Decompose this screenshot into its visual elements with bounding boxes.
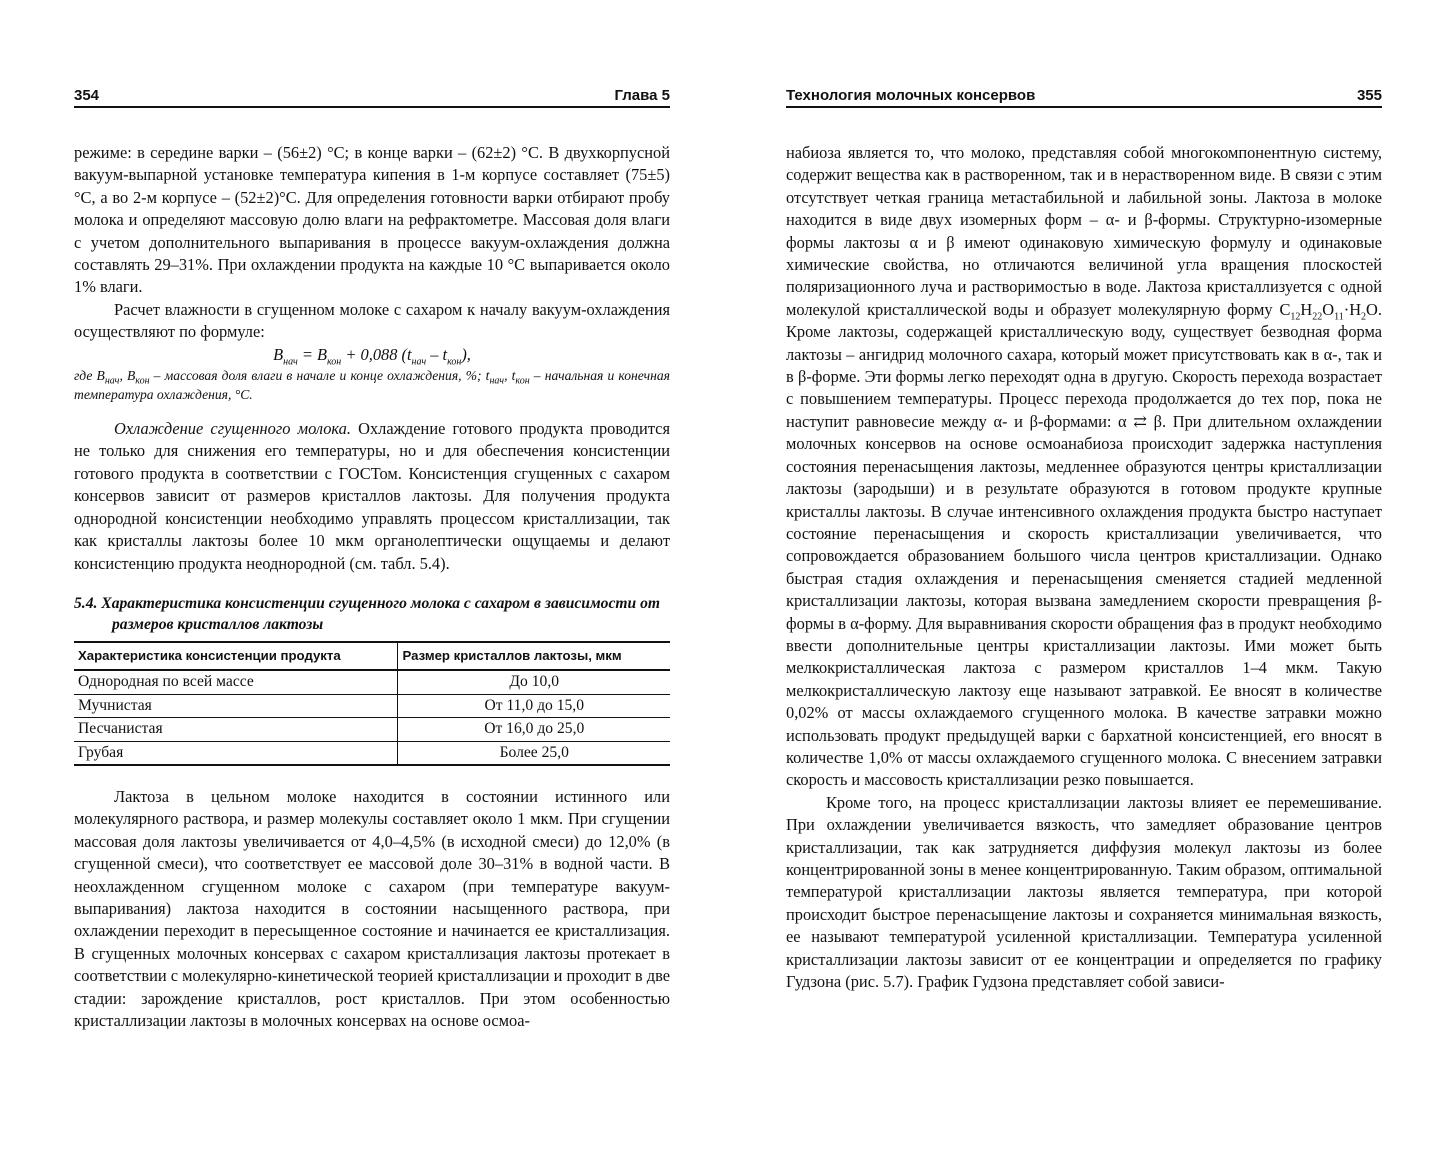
- section-subhead: Охлаждение сгущенного молока.: [114, 419, 351, 439]
- table-caption: 5.4. Характеристика консистенции сгущенного молока с сахаром в зависимости от размеров кристаллов лактозы: [74, 594, 661, 633]
- paragraph: режиме: в середине варки – (56±2) °С; в конце варки – (62±2) °С. В двухкорпусной вакуум-выпарной установке температура кипения в 1-м корпусе составляет (75±5) °С, а во 2-м корпусе – (52±2)°С. Для определения готовности варки отбирают пробу молока и определяют массовую долю влаги на рефрактометре. Массовая доля влаги с учетом дополнительного выпаривания в процессе вакуум-охлаждения должна составлять 29–31%. При охлаждении продукта на каждые 10 °С выпаривается около 1% влаги.: [74, 143, 670, 297]
- table-header: Размер кристаллов лактозы, мкм: [398, 642, 670, 670]
- paragraph: Расчет влажности в сгущенном молоке с сахаром к началу вакуум-охлаждения осуществляют по формуле:: [74, 299, 670, 342]
- paragraph: Лактоза в цельном молоке находится в состоянии истинного или молекулярного раствора, и размер молекулы составляет около 1 мкм. При сгущении массовая доля лактозы увеличивается от 4,0–4,5% (в исходной смеси) до 12,0% (в сгущенной смеси), что соответствует ее массовой доле 30–31% в водной части. В неохлажденном сгущенном молоке с сахаром (при температуре вакуум-выпаривания) лактоза находится в состоянии насыщенного раствора, при охлаждении переходит в пересыщенное состояние и начинается ее кристаллизация. В сгущенных молочных консервах с сахаром кристаллизация лактозы протекает в соответствии с молекулярно-кинетической теорией кристаллизации и проходит в две стадии: зарождение кристаллов, рост кристаллов. При этом особенностью кристаллизации лактозы в молочных консервах на основе осмоа-: [74, 786, 670, 1030]
- table-cell: Мучнистая: [74, 694, 398, 717]
- table-cell: Однородная по всей массе: [74, 670, 398, 694]
- table-cell: От 11,0 до 15,0: [398, 694, 670, 717]
- right-body: [786, 142, 1382, 993]
- table-cell: До 10,0: [398, 670, 670, 694]
- left-body: [74, 142, 670, 1032]
- crystal-size-table: [74, 641, 670, 766]
- table-cell: От 16,0 до 25,0: [398, 718, 670, 741]
- table-cell: Грубая: [74, 741, 398, 765]
- table-cell: Песчанистая: [74, 718, 398, 741]
- running-head-right: [786, 84, 1382, 108]
- table-header: Характеристика консистенции продукта: [74, 642, 398, 670]
- table-row: [74, 694, 670, 717]
- book-section-title: Технология молочных консервов: [786, 87, 1036, 104]
- paragraph: набиоза является то, что молоко, представляя собой многокомпонентную систему, содержит вещества как в растворенном, так и в нерастворенном виде. В связи с этим отсутствует четкая граница метастабильной и лабильной зоны. Лактоза в молоке находится в виде двух изомерных форм – α- и β-формы. Структурно-изомерные формы лактозы α и β имеют одинаковую химическую формулу и одинаковые химические свойства, но отличаются величиной угла вращения плоскостей поляризационного луча и растворимостью в воде. Лактоза кристаллизуется с одной молекулой кристаллической воды и образует молекулярную форму $C_{12}H_{22}O_{11}\cdot H_2O$. Кроме лактозы, содержащей кристаллическую воду, существует безводная форма лактозы – ангидрид молочного сахара, который может присутствовать как в α-, так и в β-форме. Эти формы легко переходят одна в другую. Скорость перехода возрастает с повышением температуры. Процесс перехода продолжается до тех пор, пока не наступит равновесие между α- и β-формами: α ⇄ β. При длительном охлаждении молочных консервов на основе осмоанабиоза происходит задержка наступления состояния перенасыщения лактозы, медленнее образуются центры кристаллизации лактозы (зародыши) и в результате образуются в готовом продукте крупные кристаллы лактозы. В случае интенсивного охлаждения продукта быстро наступает состояние перенасыщения и скорость кристаллизации увеличивается, что сопровождается образованием большого числа центров кристаллизации. Однако быстрая стадия охлаждения и перенасыщения сменяется стадией медленной кристаллизации лактозы, которая вызвана замедлением скорости превращения β-формы в α-форму. Для выравнивания скорости обращения фаз в продукт необходимо ввести дополнительные центры кристаллизации лактозы. Ими может быть мелкокристаллическая лактоза с размером кристаллов 1–4 мкм. Такую мелкокристаллическую лактозу еще называют затравкой. Ее вносят в количестве 0,02% от массы охлаждаемого сгущенного молока. В качестве затравки можно использовать продукт предыдущей варки с бархатной консистенцией, его вносят в количестве 1,0% от массы охлаждаемого сгущенного молока. С внесением затравки скорость и массовость кристаллизации резко повышается.: [786, 143, 1382, 790]
- chapter-title: Глава 5: [614, 87, 670, 104]
- paragraph: Кроме того, на процесс кристаллизации лактозы влияет ее перемешивание. При охлаждении увеличивается вязкость, что замедляет образование центров кристаллизации, так как затрудняется диффузия молекул лактозы из более концентрированной зоны в менее концентрированную. Таким образом, оптимальной температурой кристаллизации лактозы является температура, при которой происходит быстрое перенасыщение лактозы и сохраняется минимальная вязкость, ее называют температурой усиленной кристаллизации. Температура усиленной кристаллизации лактозы зависит от ее концентрации и определяется по графику Гудзона (рис. 5.7). График Гудзона представляет собой зависи-: [786, 792, 1382, 992]
- formula: $B_{нач} = B_{кон} + 0,088$ $(t_{нач} - t_{кон})$,: [273, 344, 471, 367]
- table-cell: Более 25,0: [398, 741, 670, 765]
- running-head-left: [74, 84, 670, 108]
- table-row: [74, 718, 670, 741]
- table-row: [74, 670, 670, 694]
- page-number-left: 354: [74, 87, 100, 104]
- formula-legend: где $B_{нач}$, $B_{кон}$ – массовая доля влаги в начале и конце охлаждения, %; $t_{нач}$, $t_{кон}$ – начальная и конечная температура охлаждения, °С.: [74, 368, 670, 403]
- table-header-row: [74, 642, 670, 670]
- page-number-right: 355: [1356, 87, 1382, 104]
- table-row: [74, 741, 670, 765]
- left-page: [74, 84, 670, 1032]
- paragraph: Охлаждение сгущенного молока. Охлаждение готового продукта проводится не только для снижения его температуры, но и для обеспечения консистенции готового продукта в соответствии с ГОСТом. Консистенция сгущенных с сахаром консервов зависит от размеров кристаллов лактозы. Для получения продукта однородной консистенции необходимо управлять процессом кристаллизации, так как кристаллы лактозы более 10 мкм органолептически ощущаемы и делают консистенцию продукта неоднородной (см. табл. 5.4).: [74, 419, 670, 573]
- right-page: [786, 84, 1382, 993]
